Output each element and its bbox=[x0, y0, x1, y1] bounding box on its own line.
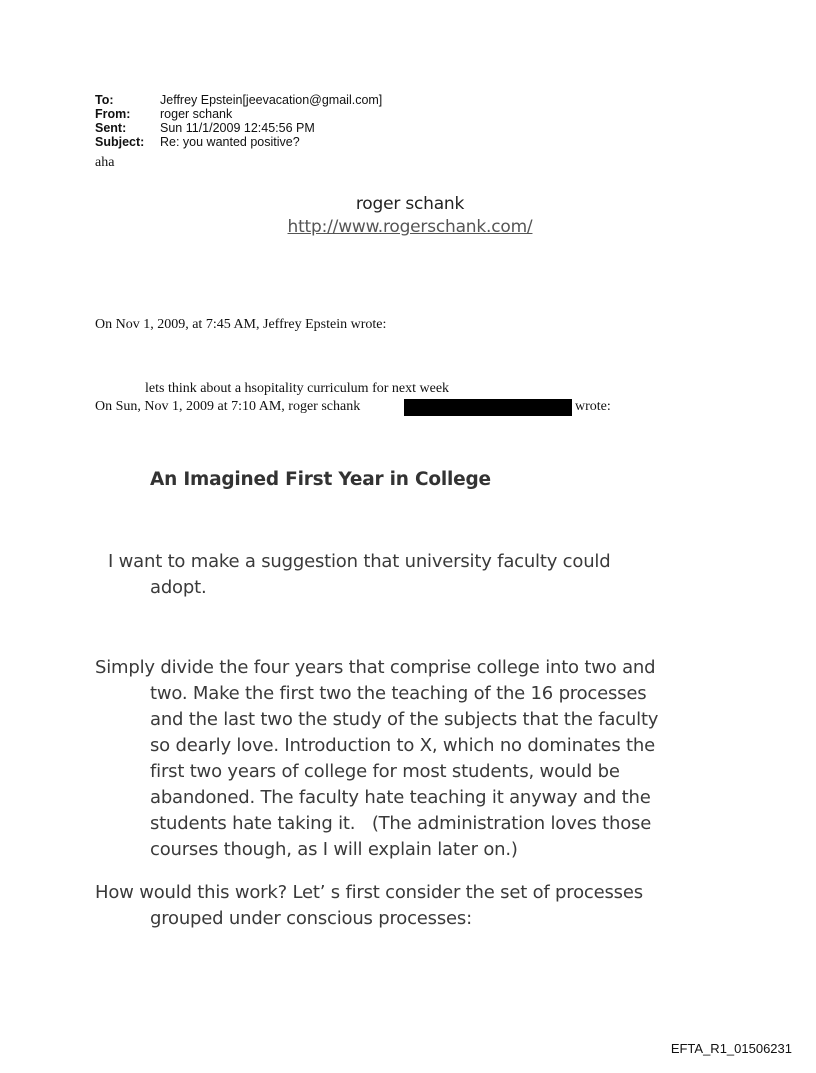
quote2-intro bbox=[95, 399, 360, 415]
reply-text: aha bbox=[95, 155, 115, 170]
quote1-body: lets think about a hsopitality curriculum for next week bbox=[145, 381, 450, 396]
from-value: roger schank bbox=[160, 107, 233, 121]
paragraph-line: so dearly love. Introduction to X, which no dominates the bbox=[150, 735, 655, 756]
redaction-box bbox=[404, 399, 572, 416]
sent-value: Sun 11/1/2009 12:45:56 PM bbox=[160, 121, 315, 135]
subject-label: Subject: bbox=[95, 135, 145, 149]
document-id: EFTA_R1_01506231 bbox=[670, 1041, 792, 1056]
from-label: From: bbox=[95, 107, 131, 121]
signature-url[interactable]: http://www.rogerschank.com/ bbox=[287, 217, 533, 237]
to-value: Jeffrey Epstein[jeevacation@gmail.com] bbox=[160, 93, 383, 107]
paragraph-line: courses though, as I will explain later on.) bbox=[150, 839, 518, 860]
paragraph-line: adopt. bbox=[150, 577, 207, 598]
paragraph-line: students hate taking it. (The administration loves those bbox=[150, 813, 652, 834]
quote1-intro: On Nov 1, 2009, at 7:45 AM, Jeffrey Epstein wrote: bbox=[95, 317, 387, 332]
paragraph-line: abandoned. The faculty hate teaching it anyway and the bbox=[150, 787, 651, 808]
quote2-wrote: wrote: bbox=[575, 399, 611, 414]
paragraph-line: two. Make the first two the teaching of the 16 processes bbox=[150, 683, 647, 704]
paragraph-line: grouped under conscious processes: bbox=[150, 908, 472, 929]
paragraph-line: Simply divide the four years that comprise college into two and bbox=[95, 657, 656, 678]
subject-value: Re: you wanted positive? bbox=[160, 135, 300, 149]
paragraph-line: I want to make a suggestion that university faculty could bbox=[108, 551, 611, 572]
paragraph-line: and the last two the study of the subjects that the faculty bbox=[150, 709, 659, 730]
article-title: An Imagined First Year in College bbox=[150, 469, 491, 490]
sent-label: Sent: bbox=[95, 121, 127, 135]
paragraph-line: first two years of college for most students, would be bbox=[150, 761, 620, 782]
to-label: To: bbox=[95, 93, 114, 107]
paragraph-line: How would this work? Let’ s first consider the set of processes bbox=[95, 882, 643, 903]
quote2-intro-text: On Sun, Nov 1, 2009 at 7:10 AM, roger schank bbox=[95, 399, 361, 414]
signature-name: roger schank bbox=[355, 194, 465, 214]
email-header bbox=[95, 93, 495, 153]
